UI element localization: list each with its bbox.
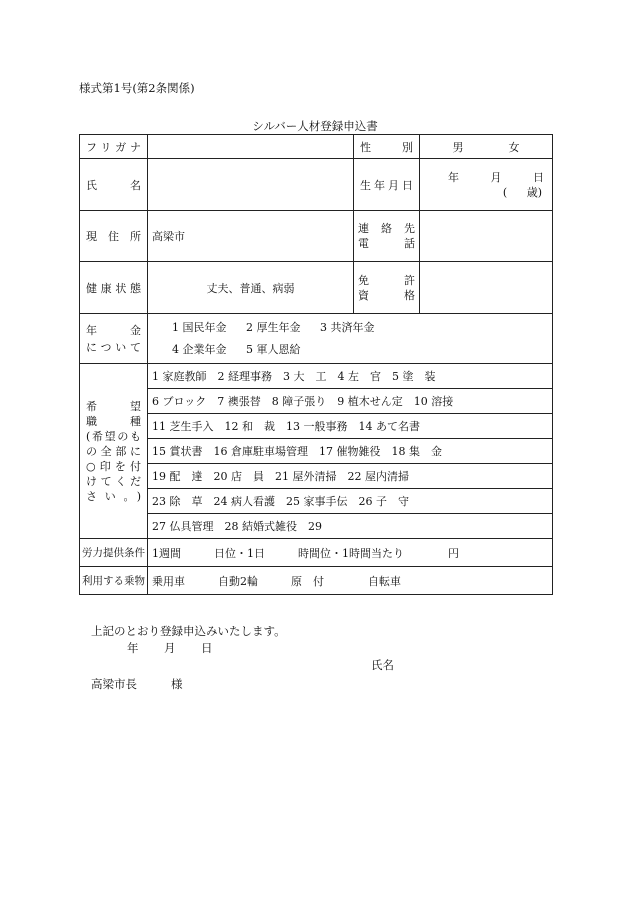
age-unit: 歳) [526, 185, 542, 199]
pension-label: 年 金 について [80, 314, 148, 364]
row-jobs-2 [80, 389, 553, 414]
age-open: ( [502, 185, 508, 199]
gender-male[interactable]: 男 [452, 140, 464, 154]
row-labor [80, 539, 553, 567]
dob-day: 日 [533, 170, 544, 184]
pension-option-1[interactable]: 1 国民年金 [172, 320, 227, 334]
row-jobs-4 [80, 439, 553, 464]
pension-option-5[interactable]: 5 軍人恩給 [246, 342, 301, 356]
labor-label: 労力提供条件 [80, 539, 148, 567]
contact-field[interactable] [420, 211, 553, 262]
furigana-field[interactable] [148, 135, 354, 159]
row-jobs-1 [80, 364, 553, 389]
date-year: 年 [127, 641, 139, 655]
dob-year: 年 [448, 170, 459, 184]
row-furigana [80, 135, 553, 159]
signature-label: 氏名 [371, 658, 394, 672]
row-health [80, 262, 553, 314]
contact-label: 連絡先 電 話 [354, 211, 420, 262]
row-address [80, 211, 553, 262]
form-number: 様式第1号(第2条関係) [79, 81, 195, 95]
application-date[interactable] [127, 640, 238, 656]
job-line[interactable]: 1 家庭教師 2 経理事務 3 大 工 4 左 官 5 塗 装 [148, 364, 553, 389]
row-pension [80, 314, 553, 364]
pension-option-2[interactable]: 2 厚生年金 [246, 320, 301, 334]
form-title: シルバー人材登録申込書 [252, 119, 378, 133]
health-label: 健康状態 [80, 262, 148, 314]
addressee-honorific: 様 [171, 677, 183, 691]
row-jobs-7 [80, 514, 553, 539]
addressee-name: 高梁市長 [91, 677, 137, 691]
row-vehicle [80, 567, 553, 595]
address-field[interactable]: 高梁市 [148, 211, 354, 262]
job-line[interactable]: 15 賞状書 16 倉庫駐車場管理 17 催物雑役 18 集 金 [148, 439, 553, 464]
row-name [80, 159, 553, 211]
job-line[interactable]: 19 配 達 20 店 員 21 屋外清掃 22 屋内清掃 [148, 464, 553, 489]
vehicle-field[interactable]: 乗用車 自動2輪 原 付 自転車 [148, 567, 553, 595]
dob-label: 生年月日 [354, 159, 420, 211]
addressee [91, 676, 183, 692]
pension-option-4[interactable]: 4 企業年金 [172, 342, 227, 356]
license-label: 免 許 資 格 [354, 262, 420, 314]
registration-table [79, 134, 553, 595]
dob-field[interactable] [420, 159, 553, 211]
date-day: 日 [201, 641, 213, 655]
name-field[interactable] [148, 159, 354, 211]
gender-label: 性 別 [354, 135, 420, 159]
job-line[interactable]: 27 仏具管理 28 結婚式雑役 29 [148, 514, 553, 539]
jobs-label: 希 望 職 種 (希望のも の全部に ○印を付 けてくだ さい。) [80, 364, 148, 539]
name-label: 氏 名 [80, 159, 148, 211]
dob-month: 月 [490, 170, 502, 184]
gender-field[interactable] [420, 135, 553, 159]
row-jobs-3 [80, 414, 553, 439]
license-field[interactable] [420, 262, 553, 314]
job-line[interactable]: 6 ブロック 7 襖張替 8 障子張り 9 植木せん定 10 溶接 [148, 389, 553, 414]
labor-field[interactable]: 1週間 日位・1日 時間位・1時間当たり 円 [148, 539, 553, 567]
job-line[interactable]: 23 除 草 24 病人看護 25 家事手伝 26 子 守 [148, 489, 553, 514]
date-month: 月 [164, 641, 176, 655]
vehicle-label: 利用する乗物 [80, 567, 148, 595]
row-jobs-5 [80, 464, 553, 489]
address-label: 現住所 [80, 211, 148, 262]
job-line[interactable]: 11 芝生手入 12 和 裁 13 一般事務 14 あて名書 [148, 414, 553, 439]
pension-options[interactable] [148, 314, 553, 364]
row-jobs-6 [80, 489, 553, 514]
pension-option-3[interactable]: 3 共済年金 [320, 320, 375, 334]
gender-female[interactable]: 女 [508, 140, 520, 154]
declaration-text: 上記のとおり登録申込みいたします。 [91, 624, 286, 638]
health-field[interactable]: 丈夫、普通、病弱 [148, 262, 354, 314]
furigana-label: フリガナ [80, 135, 148, 159]
